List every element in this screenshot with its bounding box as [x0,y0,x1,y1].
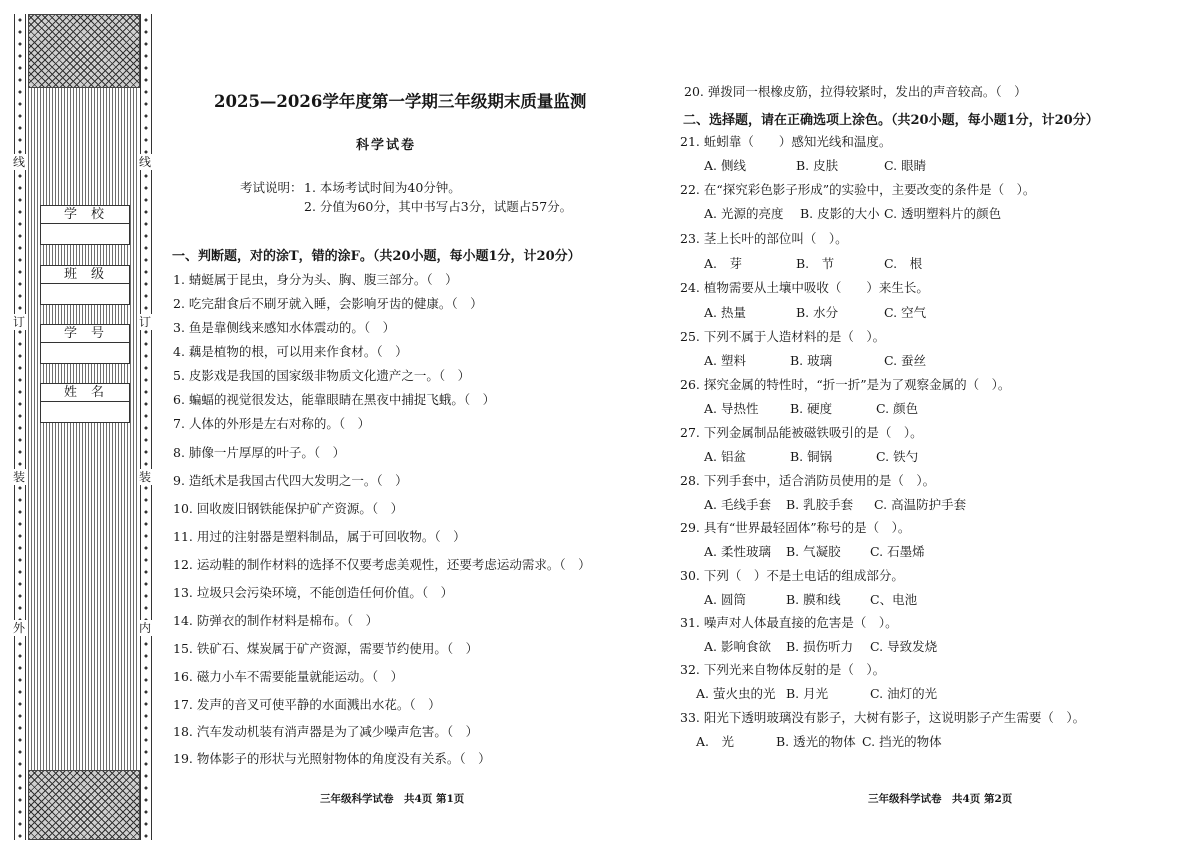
binding-mark-inner-right: 内 [138,621,151,635]
q29-option-b[interactable]: B. 气凝胶 [786,544,841,559]
question-9: 9. 造纸术是我国古代四大发明之一。（ ） [173,473,408,488]
q25-option-b[interactable]: B. 玻璃 [790,353,833,368]
name-field[interactable] [40,383,130,423]
question-7: 7. 人体的外形是左右对称的。（ ） [173,416,371,431]
q32-option-a[interactable]: A. 萤火虫的光 [696,686,776,701]
question-18: 18. 汽车发动机装有消声器是为了减少噪声危害。（ ） [173,724,479,739]
question-13: 13. 垃圾只会污染环境，不能创造任何价值。（ ） [173,585,454,600]
q31-option-a[interactable]: A. 影响食欲 [704,639,771,654]
page-title: 2025—2026学年度第一学期三年级期末质量监测 [214,92,587,111]
q31-option-b[interactable]: B. 损伤听力 [786,639,854,654]
q26-option-b[interactable]: B. 硬度 [790,401,833,416]
q22-option-a[interactable]: A. 光源的亮度 [704,206,784,221]
q33-option-a[interactable]: A. 光 [696,734,735,749]
q28-option-a[interactable]: A. 毛线手套 [704,497,771,512]
question-27: 27. 下列金属制品能被磁铁吸引的是（ ）。 [680,425,923,440]
name-field-label: 姓名 [41,384,129,402]
q22-option-c[interactable]: C. 透明塑料片的颜色 [884,206,1002,221]
footer-page-1: 三年级科学试卷 共4页 第1页 [320,793,465,805]
binding-strip [12,14,151,840]
footer-page-2: 三年级科学试卷 共4页 第2页 [868,793,1013,805]
question-1: 1. 蜻蜓属于昆虫，身分为头、胸、腹三部分。（ ） [173,272,458,287]
q32-option-c[interactable]: C. 油灯的光 [870,686,938,701]
question-31: 31. 噪声对人体最直接的危害是（ ）。 [680,615,898,630]
binding-mark-line-left: 线 [12,155,25,169]
q27-option-a[interactable]: A. 铝盆 [704,449,746,464]
question-33: 33. 阳光下透明玻璃没有影子，大树有影子，这说明影子产生需要（ ）。 [680,710,1086,725]
binding-hatch-top [28,14,140,88]
question-15: 15. 铁矿石、煤炭属于矿产资源，需要节约使用。（ ） [173,641,479,656]
instructions-line-1: 1. 本场考试时间为40分钟。 [304,180,461,195]
question-14: 14. 防弹衣的制作材料是棉布。（ ） [173,613,379,628]
q28-option-c[interactable]: C. 高温防护手套 [874,497,967,512]
question-25: 25. 下列不属于人造材料的是（ ）。 [680,329,886,344]
question-32: 32. 下列光来自物体反射的是（ ）。 [680,662,886,677]
q24-option-b[interactable]: B. 水分 [796,305,839,320]
question-2: 2. 吃完甜食后不刷牙就入睡，会影响牙齿的健康。（ ） [173,296,483,311]
question-22: 22. 在“探究彩色影子形成”的实验中，主要改变的条件是（ ）。 [680,182,1036,197]
class-field-label: 班级 [41,266,129,284]
q27-option-b[interactable]: B. 铜锅 [790,449,833,464]
binding-mark-line-right: 线 [138,155,151,169]
q29-option-c[interactable]: C. 石墨烯 [870,544,925,559]
q24-option-c[interactable]: C. 空气 [884,305,927,320]
q23-option-c[interactable]: C. 根 [884,256,923,271]
binding-rail-left [14,14,26,840]
binding-mark-bind-left: 订 [12,315,25,329]
question-24: 24. 植物需要从土壤中吸收（ ）来生长。 [680,280,929,295]
q23-option-a[interactable]: A. 芽 [704,256,743,271]
q29-option-a[interactable]: A. 柔性玻璃 [704,544,771,559]
q21-option-a[interactable]: A. 侧线 [704,158,746,173]
binding-hatch-bottom [28,770,140,840]
binding-mark-fold-left: 装 [12,470,25,484]
page-subtitle: 科学试卷 [356,138,417,153]
school-field[interactable] [40,205,130,245]
question-3: 3. 鱼是靠侧线来感知水体震动的。（ ） [173,320,396,335]
question-19: 19. 物体影子的形状与光照射物体的角度没有关系。（ ） [173,751,491,766]
q33-option-c[interactable]: C. 挡光的物体 [862,734,942,749]
question-11: 11. 用过的注射器是塑料制品，属于可回收物。（ ） [173,529,466,544]
question-4: 4. 藕是植物的根，可以用来作食材。（ ） [173,344,408,359]
binding-mark-outer-left: 外 [12,621,25,635]
question-21: 21. 蚯蚓靠（ ）感知光线和温度。 [680,134,892,149]
q28-option-b[interactable]: B. 乳胶手套 [786,497,854,512]
q24-option-a[interactable]: A. 热量 [704,305,746,320]
q21-option-c[interactable]: C. 眼睛 [884,158,927,173]
question-20: 20. 弹拨同一根橡皮筋，拉得较紧时，发出的声音较高。（ ） [684,84,1027,99]
q30-option-b[interactable]: B. 膜和线 [786,592,841,607]
student-id-field[interactable] [40,324,130,364]
class-field[interactable] [40,265,130,305]
q27-option-c[interactable]: C. 铁勺 [876,449,919,464]
question-17: 17. 发声的音叉可使平静的水面溅出水花。（ ） [173,697,441,712]
q25-option-a[interactable]: A. 塑料 [704,353,746,368]
binding-mark-bind-right: 订 [138,315,151,329]
q21-option-b[interactable]: B. 皮肤 [796,158,839,173]
q25-option-c[interactable]: C. 蚕丝 [884,353,927,368]
question-6: 6. 蝙蝠的视觉很发达，能靠眼睛在黑夜中捕捉飞蛾。（ ） [173,392,496,407]
instructions-line-2: 2. 分值为60分，其中书写占3分，试题占57分。 [304,199,573,214]
question-16: 16. 磁力小车不需要能量就能运动。（ ） [173,669,404,684]
q31-option-c[interactable]: C. 导致发烧 [870,639,938,654]
section-1-heading: 一、判断题，对的涂T，错的涂F。（共20小题，每小题1分，计20分） [172,249,581,264]
question-10: 10. 回收废旧钢铁能保护矿产资源。（ ） [173,501,404,516]
student-id-field-label: 学号 [41,325,129,343]
question-8: 8. 肺像一片厚厚的叶子。（ ） [173,445,346,460]
binding-stripes [28,88,138,770]
q30-option-a[interactable]: A. 圆筒 [704,592,746,607]
school-field-label: 学校 [41,206,129,224]
instructions-label: 考试说明： [240,180,303,195]
q23-option-b[interactable]: B. 节 [796,256,835,271]
q26-option-a[interactable]: A. 导热性 [704,401,759,416]
section-2-heading: 二、选择题，请在正确选项上涂色。（共20小题，每小题1分，计20分） [683,113,1099,128]
q32-option-b[interactable]: B. 月光 [786,686,829,701]
question-12: 12. 运动鞋的制作材料的选择不仅要考虑美观性，还要考虑运动需求。（ ） [173,557,591,572]
q33-option-b[interactable]: B. 透光的物体 [776,734,856,749]
binding-mark-fold-right: 装 [138,470,151,484]
question-30: 30. 下列（ ）不是土电话的组成部分。 [680,568,904,583]
question-26: 26. 探究金属的特性时，“折一折”是为了观察金属的（ ）。 [680,377,1011,392]
question-29: 29. 具有“世界最轻固体”称号的是（ ）。 [680,520,911,535]
q26-option-c[interactable]: C. 颜色 [876,401,919,416]
binding-rail-right [140,14,152,840]
q22-option-b[interactable]: B. 皮影的大小 [800,206,880,221]
question-5: 5. 皮影戏是我国的国家级非物质文化遗产之一。（ ） [173,368,471,383]
question-23: 23. 茎上长叶的部位叫（ ）。 [680,231,848,246]
q30-option-c[interactable]: C、电池 [870,592,918,607]
question-28: 28. 下列手套中，适合消防员使用的是（ ）。 [680,473,936,488]
